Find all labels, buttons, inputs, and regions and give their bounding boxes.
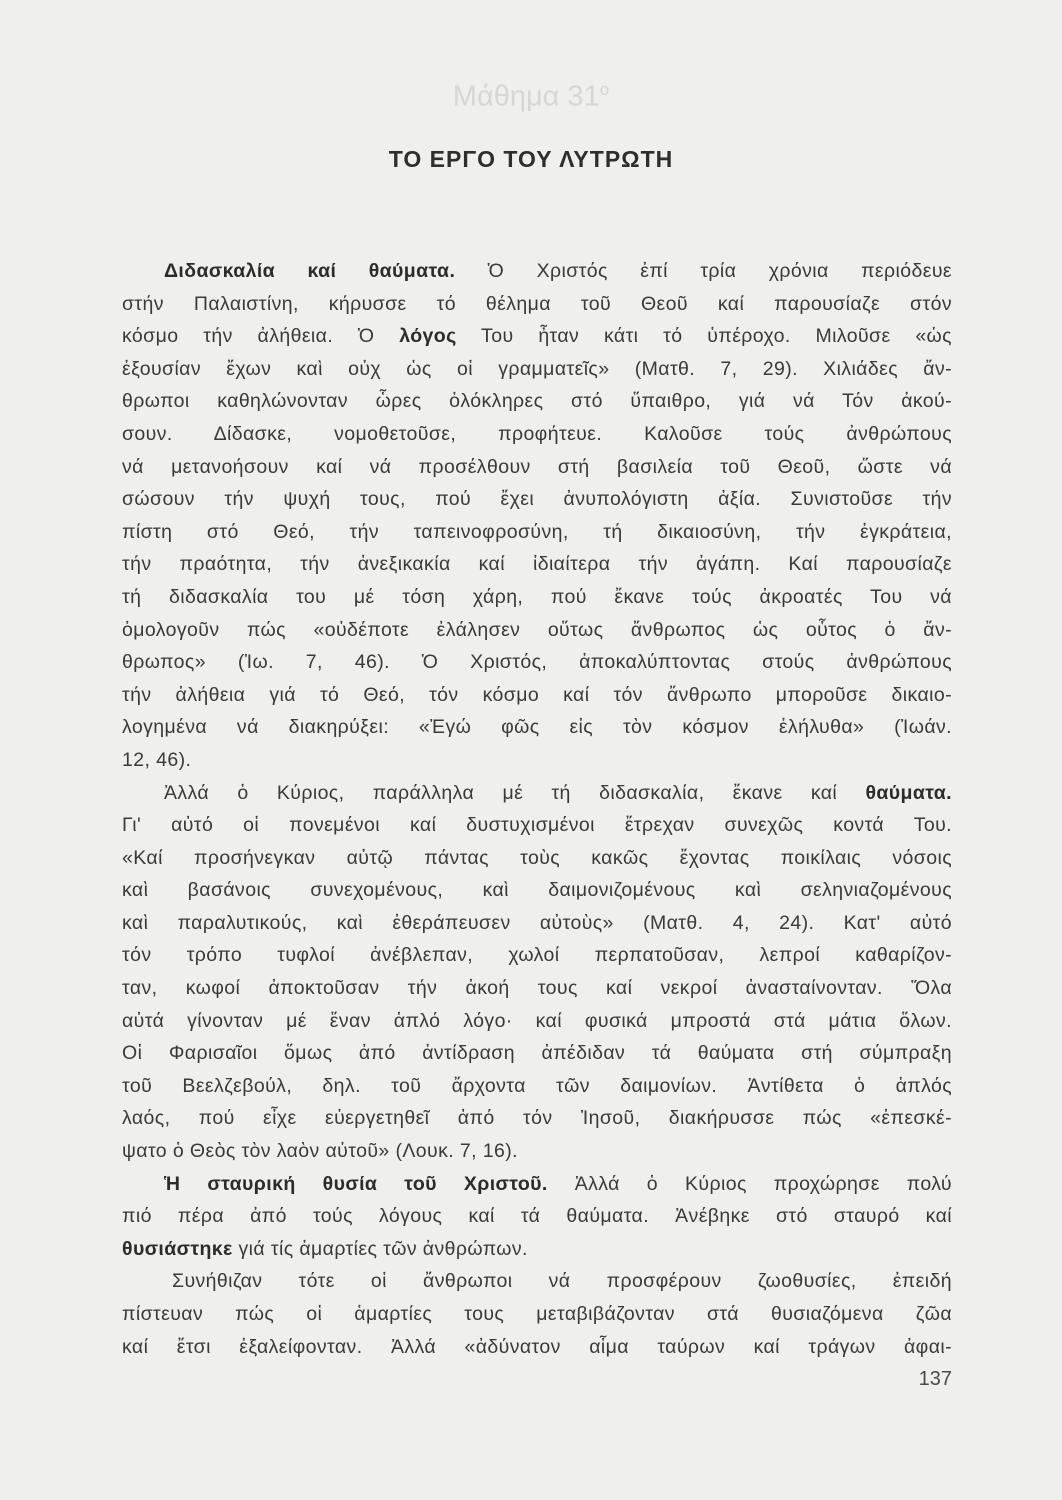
text-line: κόσμο τήν ἀλήθεια. Ὁ λόγος Του ἦταν κάτι τό ὑπέροχο. Μιλοῦσε «ὡς xyxy=(122,325,952,348)
emphasis-miracles: θαύματα. xyxy=(865,781,952,804)
text-line: πίστη στό Θεό, τήν ταπεινοφροσύνη, τή δικαιοσύνη, τήν ἐγκράτεια, xyxy=(122,520,952,543)
text-line: καὶ βασάνοις συνεχομένους, καὶ δαιμονιζομένους καὶ σεληνιαζομένους xyxy=(122,879,952,902)
emphasis-logos: λόγος xyxy=(399,325,457,348)
lesson-label: Μάθημα 31 xyxy=(452,80,600,113)
text-line: 12, 46). xyxy=(122,748,192,771)
text-line: τήν πραότητα, τήν ἀνεξικακία καί ἰδιαίτερα τήν ἀγάπη. Καί παρουσίαζε xyxy=(122,553,952,576)
text-line: Γι' αὐτό οἱ πονεμένοι καί δυστυχισμένοι ἔτρεχαν συνεχῶς κοντά Του. xyxy=(122,814,952,837)
text-line: πίστευαν πώς οἱ ἁμαρτίες τους μεταβιβάζονταν στά θυσιαζόμενα ζῶα xyxy=(122,1303,952,1325)
text-line: ψατο ὁ Θεὸς τὸν λαὸν αὐτοῦ» (Λουκ. 7, 16). xyxy=(122,1140,518,1163)
text-line: θρωπος» (Ἰω. 7, 46). Ὁ Χριστός, ἀποκαλύπτοντας στούς ἀνθρώπους xyxy=(122,651,952,674)
text-line: Διδασκαλία καί θαύματα. Ὁ Χριστός ἐπί τρία χρόνια περιόδευε xyxy=(164,260,952,282)
chapter-title: ΤΟ ΕΡΓΟ ΤΟΥ ΛΥΤΡΩΤΗ xyxy=(388,146,674,172)
text-line: τήν ἀλήθεια γιά τό Θεό, τόν κόσμο καί τόν ἄνθρωπο μποροῦσε δικαιο- xyxy=(122,683,952,706)
text-line: στήν Παλαιστίνη, κήρυσσε τό θέλημα τοῦ Θεοῦ καί παρουσίαζε στόν xyxy=(122,292,952,315)
text-line: «Καί προσήνεγκαν αὐτῷ πάντας τοὺς κακῶς ἔχοντας ποικίλαις νόσοις xyxy=(122,846,952,869)
text-line: Οἱ Φαρισαῖοι ὅμως ἀπό ἀντίδραση ἀπέδιδαν τά θαύματα στή σύμπραξη xyxy=(122,1042,952,1065)
text-line: λογημένα νά διακηρύξει: «Ἐγώ φῶς εἰς τὸν κόσμον ἐλήλυθα» (Ἰωάν. xyxy=(122,716,952,739)
section-heading-teaching-miracles: Διδασκαλία καί θαύματα. xyxy=(164,260,456,282)
text-line: ὁμολογοῦν πώς «οὐδέποτε ἐλάλησεν οὕτως ἄνθρωπος ὡς οὗτος ὁ ἄν- xyxy=(122,618,952,641)
section-heading-crucifixion: Ἡ σταυρική θυσία τοῦ Χριστοῦ. xyxy=(164,1172,548,1195)
lesson-ordinal-suffix: ο xyxy=(599,80,610,99)
text-line: σώσουν τήν ψυχή τους, πού ἔχει ἀνυπολόγιστη ἀξία. Συνιστοῦσε τήν xyxy=(122,488,952,511)
text-line: πιό πέρα ἀπό τούς λόγους καί τά θαύματα. Ἀνέβηκε στό σταυρό καί xyxy=(122,1205,952,1228)
page-number: 137 xyxy=(918,1368,952,1390)
emphasis-sacrificed: θυσιάστηκε xyxy=(122,1237,233,1260)
text-line: Ἡ σταυρική θυσία τοῦ Χριστοῦ. Ἀλλά ὁ Κύριος προχώρησε πολύ xyxy=(164,1172,952,1195)
text-line: Συνήθιζαν τότε οἱ ἄνθρωποι νά προσφέρουν ζωοθυσίες, ἐπειδή xyxy=(172,1270,952,1293)
text-line: Ἀλλά ὁ Κύριος, παράλληλα μέ τή διδασκαλία, ἔκανε καί θαύματα. xyxy=(164,781,952,804)
text-line: ἐξουσίαν ἔχων καὶ οὐχ ὡς οἱ γραμματεῖς» (Ματθ. 7, 29). Χιλιάδες ἄν- xyxy=(122,357,952,380)
text-line: τοῦ Βεελζεβούλ, δηλ. τοῦ ἄρχοντα τῶν δαιμονίων. Ἀντίθετα ὁ ἁπλός xyxy=(122,1074,952,1097)
lesson-heading xyxy=(0,80,1062,114)
text-line: καί ἔτσι ἐξαλείφονταν. Ἀλλά «ἀδύνατον αἷμα ταύρων καί τράγων ἀφαι- xyxy=(122,1335,952,1358)
text-line: αὐτά γίνονταν μέ ἕναν ἁπλό λόγο· καί φυσικά μπροστά στά μάτια ὅλων. xyxy=(122,1009,952,1032)
text-line: λαός, πού εἶχε εὐεργετηθεῖ ἀπό τόν Ἰησοῦ, διακήρυσσε πώς «ἐπεσκέ- xyxy=(122,1107,952,1130)
text-line: τόν τρόπο τυφλοί ἀνέβλεπαν, χωλοί περπατοῦσαν, λεπροί καθαρίζον- xyxy=(122,944,952,967)
text-line: τή διδασκαλία του μέ τόση χάρη, πού ἔκανε τούς ἀκροατές Του νά xyxy=(122,585,952,608)
text-line: θυσιάστηκε γιά τίς ἁμαρτίες τῶν ἀνθρώπων. xyxy=(122,1237,528,1260)
text-line: νά μετανοήσουν καί νά προσέλθουν στή βασιλεία τοῦ Θεοῦ, ὥστε νά xyxy=(122,455,952,478)
text-line: ταν, κωφοί ἀποκτοῦσαν τήν ἀκοή τους καί νεκροί ἀνασταίνονταν. Ὅλα xyxy=(122,977,952,1000)
text-line: σουν. Δίδασκε, νομοθετοῦσε, προφήτευε. Καλοῦσε τούς ἀνθρώπους xyxy=(122,422,952,445)
text-line: θρωποι καθηλώνονταν ὧρες ὁλόκληρες στό ὕπαιθρο, γιά νά Τόν ἀκού- xyxy=(122,390,952,413)
body-text xyxy=(122,255,952,1363)
text-line: καὶ παραλυτικούς, καὶ ἐθεράπευσεν αὐτοὺς» (Ματθ. 4, 24). Κατ' αὐτό xyxy=(122,911,952,934)
